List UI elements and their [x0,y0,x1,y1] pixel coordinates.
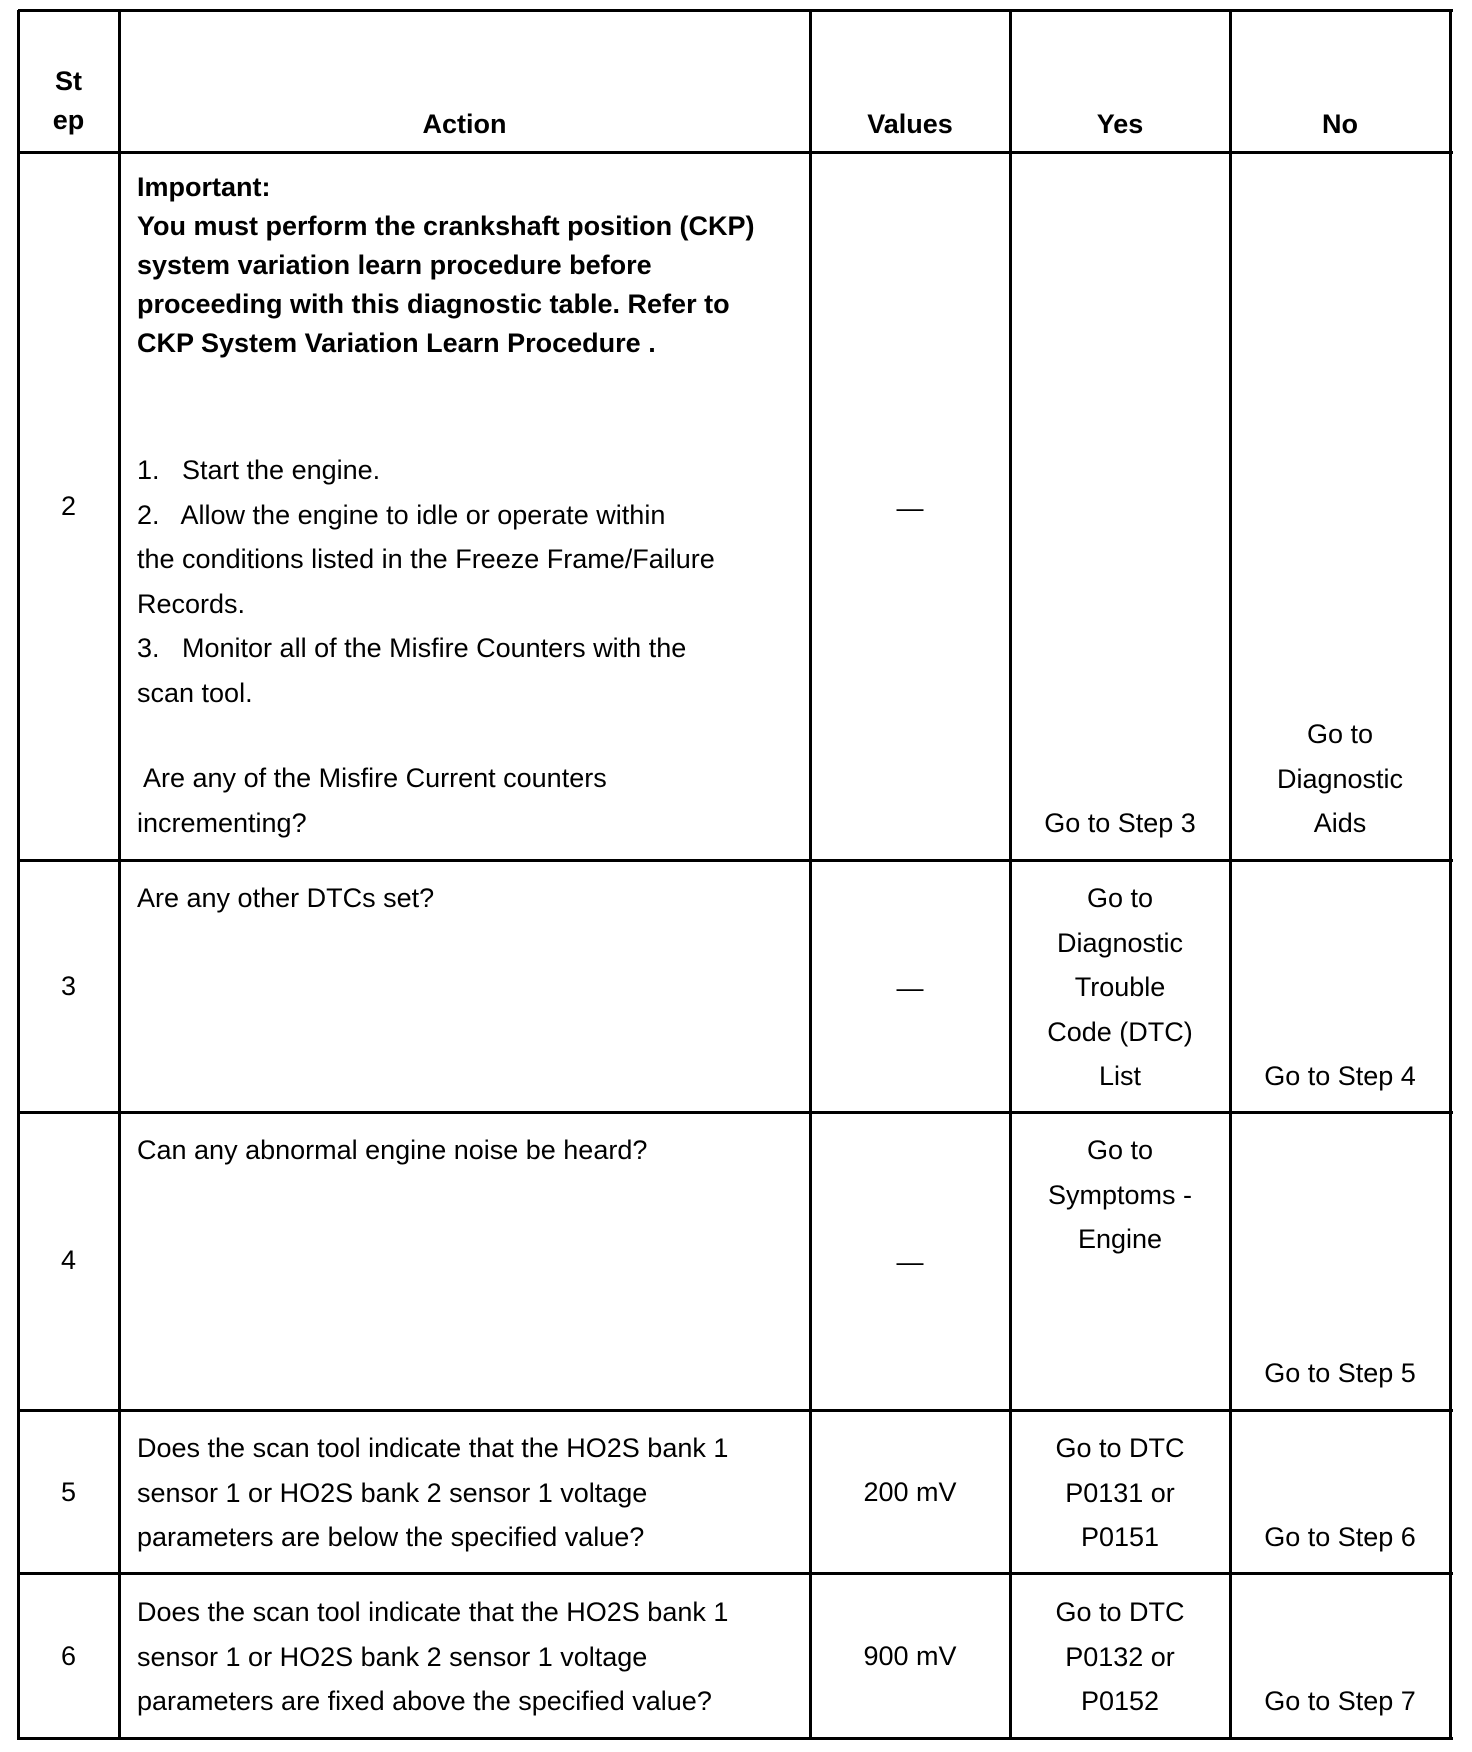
row-rule [18,1409,1453,1412]
yes-cell: Go to Diagnostic Trouble Code (DTC) List [1047,883,1193,1091]
yes-cell: Go to DTC P0132 or P0152 [1055,1597,1185,1716]
row-rule [18,9,1453,12]
row-rule [18,1737,1453,1740]
column-rule [1449,10,1452,1740]
no-cell: Go to Step 5 [1264,1358,1416,1388]
action-cell: Can any abnormal engine noise be heard? [137,1135,648,1165]
action-cell: Are any other DTCs set? [137,883,435,913]
values-cell: 900 mV [863,1641,957,1671]
no-cell: Go to Diagnostic Aids [1276,719,1404,838]
header-no: No [1322,109,1358,139]
values-cell: 200 mV [863,1477,957,1507]
step-number: 6 [60,1641,77,1671]
header-yes: Yes [1096,109,1144,139]
row-rule [18,1111,1453,1114]
action-question: Are any of the Misfire Current counters incrementing? [137,763,607,838]
action-cell: Does the scan tool indicate that the HO2S bank 1 sensor 1 or HO2S bank 2 sensor 1 voltage parameters are fixed above the specified value? [137,1597,729,1716]
yes-cell: Go to Step 3 [1044,808,1196,838]
step-number: 5 [60,1477,77,1507]
values-cell: — [896,493,924,523]
header-action: Action [422,109,507,139]
row-rule [18,859,1453,862]
values-cell: — [896,973,924,1003]
header-step: St ep [52,66,85,135]
header-values: Values [867,109,953,139]
yes-cell: Go to Symptoms - Engine [1047,1135,1193,1254]
row-rule [18,151,1453,154]
no-cell: Go to Step 6 [1264,1522,1416,1552]
step-number: 2 [60,491,77,521]
important-note: You must perform the crankshaft position (CKP) system variation learn procedure before proceeding with this diagnostic table. Refer to CKP System Variation Learn Procedure . [137,211,755,358]
action-steps: 1. Start the engine. 2. Allow the engine to idle or operate within the conditions listed in the Freeze Frame/Failure Records. 3. Monitor all of the Misfire Counters with the scan tool. [137,455,715,708]
action-cell: Does the scan tool indicate that the HO2S bank 1 sensor 1 or HO2S bank 2 sensor 1 voltage parameters are below the specified value? [137,1433,729,1552]
values-cell: — [896,1247,924,1277]
important-title: Important: [137,172,271,202]
no-cell: Go to Step 4 [1264,1061,1416,1091]
step-number: 3 [60,971,77,1001]
no-cell: Go to Step 7 [1264,1686,1416,1716]
yes-cell: Go to DTC P0131 or P0151 [1055,1433,1185,1552]
step-number: 4 [60,1245,77,1275]
row-rule [18,1572,1453,1575]
